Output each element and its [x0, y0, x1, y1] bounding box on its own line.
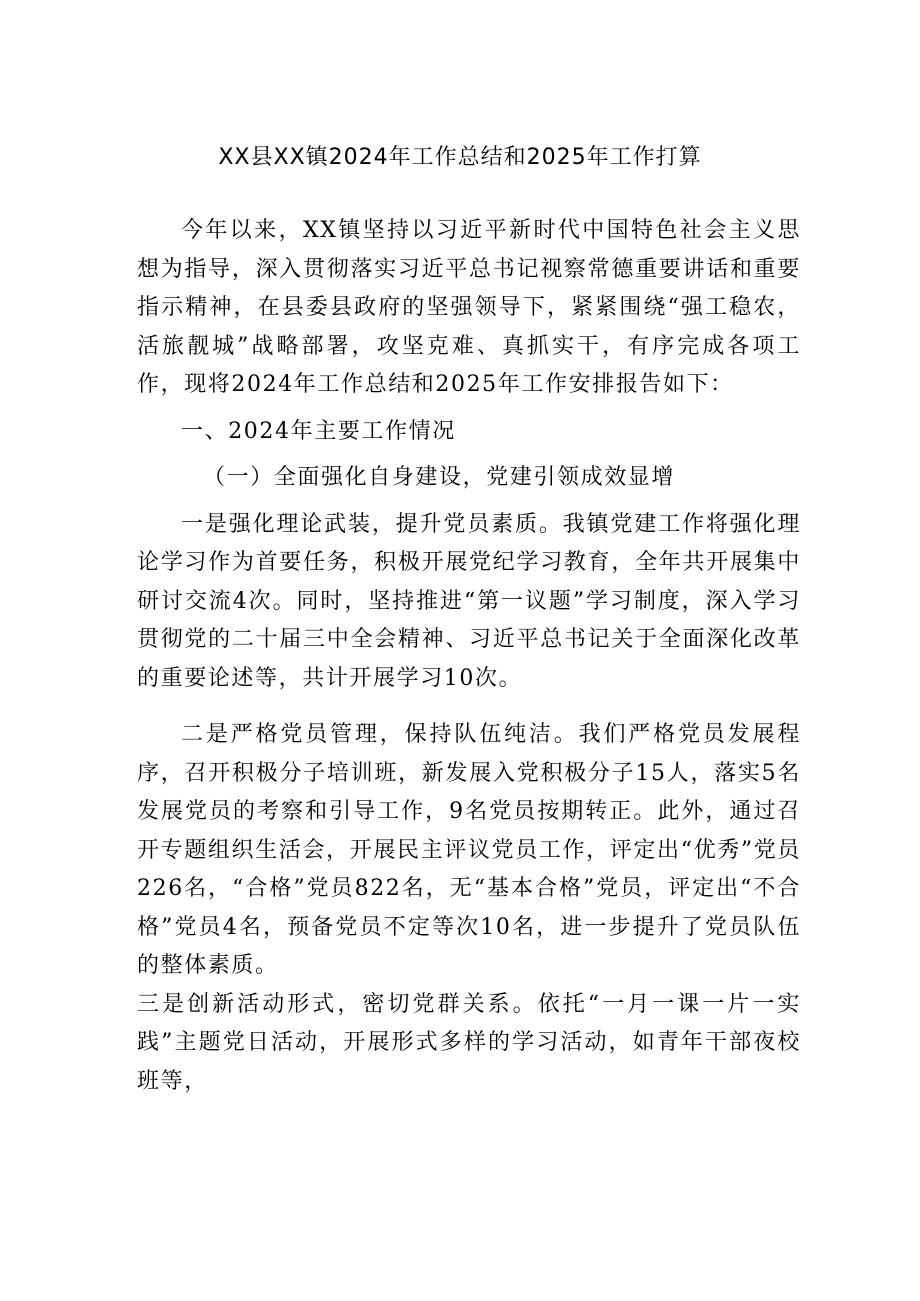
document-body	[137, 212, 801, 1101]
intro-paragraph: 今年以来，XX镇坚持以习近平新时代中国特色社会主义思想为指导，深入贯彻落实习近平总书记视察常德重要讲话和重要指示精神，在县委县政府的坚强领导下，紧紧围绕“强工稳农，活旅靓城”战略部署，攻坚克难、真抓实干，有序完成各项工作，现将2024年工作总结和2025年工作安排报告如下：	[137, 218, 801, 397]
paragraph-activity-forms: 三是创新活动形式，密切党群关系。依托“一月一课一片一实践”主题党日活动，开展形式多样的学习活动，如青年干部夜校班等，	[137, 991, 801, 1094]
document-title: XX县XX镇2024年工作总结和2025年工作打算	[218, 145, 702, 170]
subsection-heading: （一）全面强化自身建设，党建引领成效显增	[203, 465, 676, 490]
paragraph-theory-study: 一是强化理论武装，提升党员素质。我镇党建工作将强化理论学习作为首要任务，积极开展党纪学习教育，全年共开展集中研讨交流4次。同时，坚持推进“第一议题”学习制度，深入学习贯彻党的二十届三中全会精神、习近平总书记关于全面深化改革的重要论述等，共计开展学习10次。	[137, 511, 801, 691]
section-heading: 一、2024年主要工作情况	[181, 418, 456, 444]
paragraph-member-management: 二是严格党员管理，保持队伍纯洁。我们严格党员发展程序，召开积极分子培训班，新发展入党积极分子15人，落实5名发展党员的考察和引导工作，9名党员按期转正。此外，通过召开专题组织生活会，开展民主评议党员工作，评定出“优秀”党员226名，“合格”党员822名，无“基本合格”党员，评定出“不合格”党员4名，预备党员不定等次10名，进一步提升了党员队伍的整体素质。	[137, 722, 801, 978]
